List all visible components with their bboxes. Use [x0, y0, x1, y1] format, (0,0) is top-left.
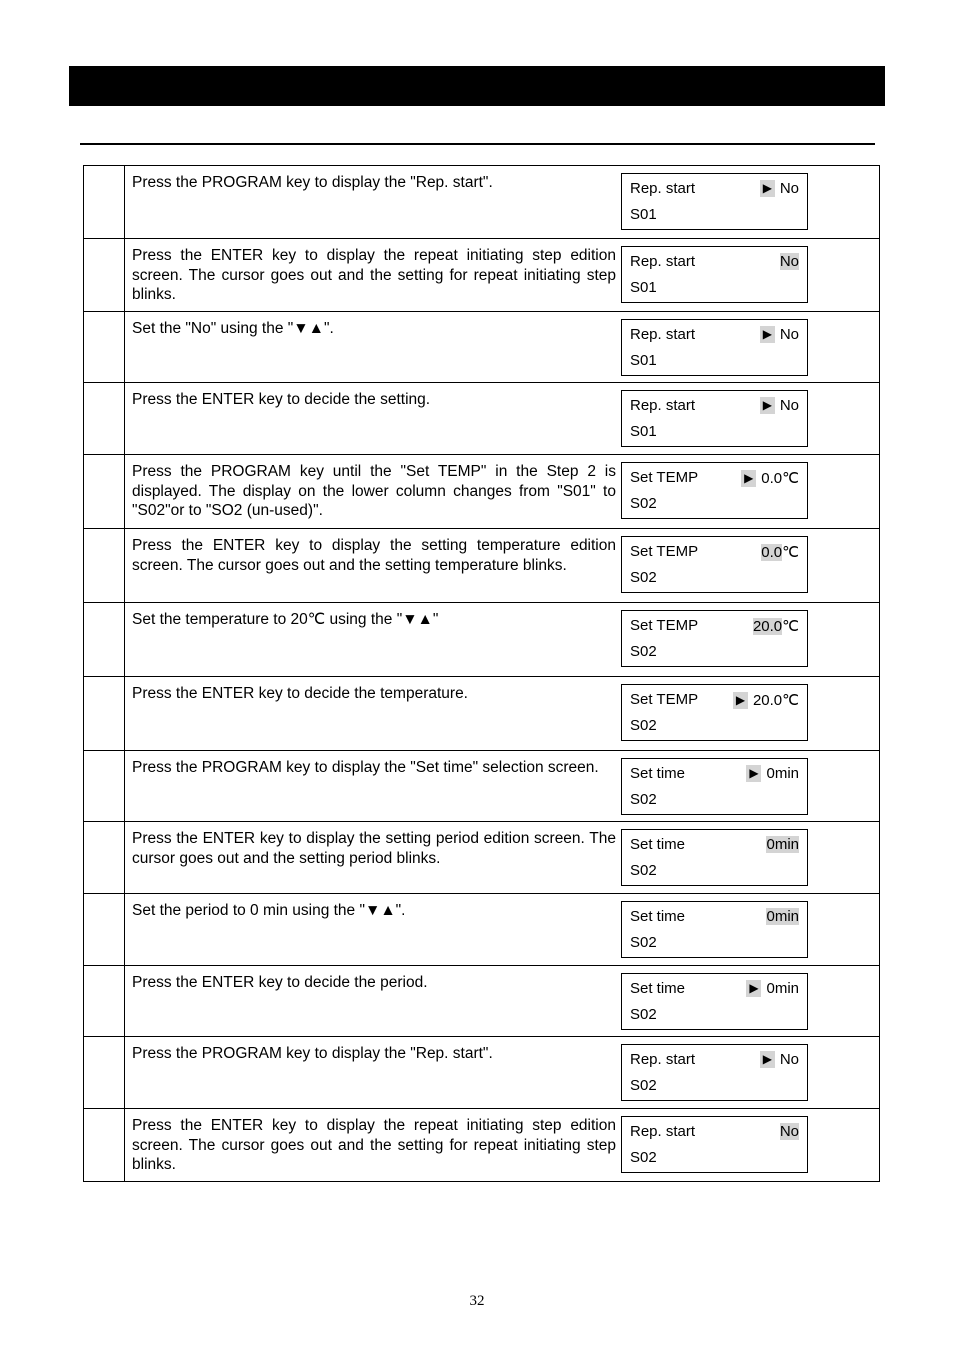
display-cell — [616, 677, 879, 750]
step-number-cell — [84, 1109, 125, 1181]
step-number-cell — [84, 529, 125, 602]
lcd-display — [621, 758, 808, 815]
lcd-label: Set time — [630, 765, 686, 782]
step-number-cell — [84, 751, 125, 821]
lcd-display — [621, 1044, 808, 1101]
display-cell — [616, 312, 879, 382]
display-cell — [616, 894, 879, 965]
step-description: Press the ENTER key to display the repeat initiating step edition screen. The cursor goes out and the setting for repeat initiating step blinks. — [132, 247, 616, 303]
step-row — [84, 676, 879, 750]
display-cell — [616, 529, 879, 602]
lcd-value: 0min — [766, 765, 799, 782]
lcd-step-label: S02 — [630, 862, 657, 879]
step-number-cell — [84, 455, 125, 528]
header-bar — [69, 66, 885, 106]
lcd-step-label: S02 — [630, 495, 657, 512]
step-description: Set the temperature to 20℃ using the "▼▲" — [132, 611, 439, 628]
lcd-step-label: S01 — [630, 352, 657, 369]
lcd-value-group — [733, 691, 799, 709]
step-row — [84, 166, 879, 238]
lcd-value-group — [760, 326, 799, 343]
lcd-value: 0.0℃ — [761, 470, 799, 487]
step-description: Press the ENTER key to decide the period. — [132, 974, 428, 991]
display-cell — [616, 603, 879, 676]
lcd-step-label: S02 — [630, 569, 657, 586]
lcd-step-label: S02 — [630, 1149, 657, 1166]
display-cell — [616, 751, 879, 821]
lcd-value: 0min — [766, 980, 799, 997]
lcd-display — [621, 1116, 808, 1173]
lcd-value-group — [760, 180, 799, 197]
lcd-value-group — [741, 469, 799, 487]
lcd-display — [621, 536, 808, 593]
step-number-cell — [84, 166, 125, 238]
step-row — [84, 602, 879, 676]
step-number-cell — [84, 312, 125, 382]
lcd-value-highlighted: No — [779, 1123, 799, 1140]
lcd-step-label: S02 — [630, 1077, 657, 1094]
lcd-step-label: S02 — [630, 717, 657, 734]
lcd-step-label: S01 — [630, 423, 657, 440]
lcd-step-label: S02 — [630, 1006, 657, 1023]
step-description: Set the "No" using the "▼▲". — [132, 320, 334, 337]
lcd-value: 20.0℃ — [752, 692, 799, 709]
lcd-value: No — [779, 326, 799, 343]
display-cell — [616, 1037, 879, 1108]
lcd-value-group — [760, 397, 799, 414]
step-description: Press the ENTER key to decide the setting. — [132, 391, 431, 408]
lcd-step-label: S01 — [630, 279, 657, 296]
cursor-arrow-icon: ▶ — [741, 470, 756, 487]
lcd-step-label: S02 — [630, 934, 657, 951]
lcd-display — [621, 246, 808, 303]
lcd-value-group — [766, 836, 799, 853]
lcd-value-group — [746, 765, 799, 782]
cursor-arrow-icon: ▶ — [760, 1051, 775, 1068]
step-row — [84, 750, 879, 821]
lcd-label: Set time — [630, 836, 686, 853]
lcd-unit: ℃ — [782, 544, 799, 561]
step-number-cell — [84, 1037, 125, 1108]
lcd-display — [621, 610, 808, 667]
step-description: Press the PROGRAM key to display the "Rep. start". — [132, 174, 493, 191]
lcd-value-group — [760, 1051, 799, 1068]
lcd-label: Rep. start — [630, 1123, 696, 1140]
lcd-step-label: S02 — [630, 791, 657, 808]
step-description: Press the ENTER key to display the setting temperature edition screen. The cursor goes out and the setting temperature blinks. — [132, 537, 616, 574]
cursor-arrow-icon: ▶ — [746, 765, 761, 782]
lcd-value-group — [780, 1123, 799, 1140]
step-description: Press the ENTER key to display the repeat initiating step edition screen. The cursor goes out and the setting for repeat initiating step blinks. — [132, 1117, 616, 1173]
step-row — [84, 238, 879, 311]
lcd-value-highlighted: No — [779, 253, 799, 270]
lcd-display — [621, 173, 808, 230]
lcd-step-label: S01 — [630, 206, 657, 223]
step-row — [84, 965, 879, 1036]
cursor-arrow-icon: ▶ — [733, 692, 748, 709]
step-number-cell — [84, 383, 125, 454]
lcd-value-highlighted: 0.0 — [761, 543, 783, 561]
lcd-value-group — [766, 908, 799, 925]
lcd-label: Rep. start — [630, 253, 696, 270]
step-row — [84, 893, 879, 965]
cursor-arrow-icon: ▶ — [746, 980, 761, 997]
step-description: Press the ENTER key to decide the temperature. — [132, 685, 468, 702]
lcd-label: Rep. start — [630, 180, 696, 197]
step-description: Set the period to 0 min using the "▼▲". — [132, 902, 406, 919]
lcd-label: Rep. start — [630, 326, 696, 343]
step-number-cell — [84, 677, 125, 750]
display-cell — [616, 966, 879, 1036]
lcd-label: Set TEMP — [630, 691, 699, 708]
lcd-value-group — [753, 617, 799, 635]
cursor-arrow-icon: ▶ — [760, 326, 775, 343]
lcd-value-group — [780, 253, 799, 270]
lcd-label: Set TEMP — [630, 617, 699, 634]
step-number-cell — [84, 822, 125, 893]
display-cell — [616, 822, 879, 893]
step-row — [84, 454, 879, 528]
lcd-value: No — [779, 397, 799, 414]
step-row — [84, 311, 879, 382]
step-row — [84, 1108, 879, 1181]
step-row — [84, 1036, 879, 1108]
step-row — [84, 821, 879, 893]
step-number-cell — [84, 239, 125, 311]
display-cell — [616, 1109, 879, 1181]
display-cell — [616, 455, 879, 528]
lcd-value: No — [779, 1051, 799, 1068]
step-description: Press the PROGRAM key until the "Set TEMP" in the Step 2 is displayed. The display on the lower column changes from "S01" to "S02"or to "SO2 (un-used)". — [132, 463, 616, 519]
lcd-value-highlighted: 0min — [766, 908, 799, 925]
lcd-display — [621, 973, 808, 1030]
lcd-display — [621, 829, 808, 886]
lcd-value-group — [746, 980, 799, 997]
lcd-unit: ℃ — [782, 618, 799, 635]
step-description: Press the ENTER key to display the setting period edition screen. The cursor goes out and the setting period blinks. — [132, 830, 616, 867]
step-number-cell — [84, 966, 125, 1036]
lcd-value-highlighted: 20.0 — [752, 617, 783, 635]
lcd-display — [621, 684, 808, 741]
step-row — [84, 382, 879, 454]
lcd-label: Rep. start — [630, 397, 696, 414]
lcd-label: Set TEMP — [630, 543, 699, 560]
lcd-label: Set time — [630, 980, 686, 997]
lcd-display — [621, 390, 808, 447]
display-cell — [616, 383, 879, 454]
step-number-cell — [84, 894, 125, 965]
display-cell — [616, 239, 879, 311]
lcd-step-label: S02 — [630, 643, 657, 660]
step-number-cell — [84, 603, 125, 676]
lcd-value-highlighted: 0min — [766, 836, 799, 853]
steps-table — [83, 165, 880, 1182]
lcd-display — [621, 319, 808, 376]
lcd-value-group — [761, 543, 799, 561]
step-description: Press the PROGRAM key to display the "Rep. start". — [132, 1045, 493, 1062]
lcd-label: Rep. start — [630, 1051, 696, 1068]
page-number: 32 — [469, 1293, 485, 1309]
section-rule — [80, 143, 875, 145]
display-cell — [616, 166, 879, 238]
step-description: Press the PROGRAM key to display the "Set time" selection screen. — [132, 759, 599, 776]
lcd-label: Set TEMP — [630, 469, 699, 486]
lcd-label: Set time — [630, 908, 686, 925]
lcd-display — [621, 901, 808, 958]
cursor-arrow-icon: ▶ — [760, 180, 775, 197]
cursor-arrow-icon: ▶ — [760, 397, 775, 414]
step-row — [84, 528, 879, 602]
lcd-value: No — [779, 180, 799, 197]
lcd-display — [621, 462, 808, 519]
